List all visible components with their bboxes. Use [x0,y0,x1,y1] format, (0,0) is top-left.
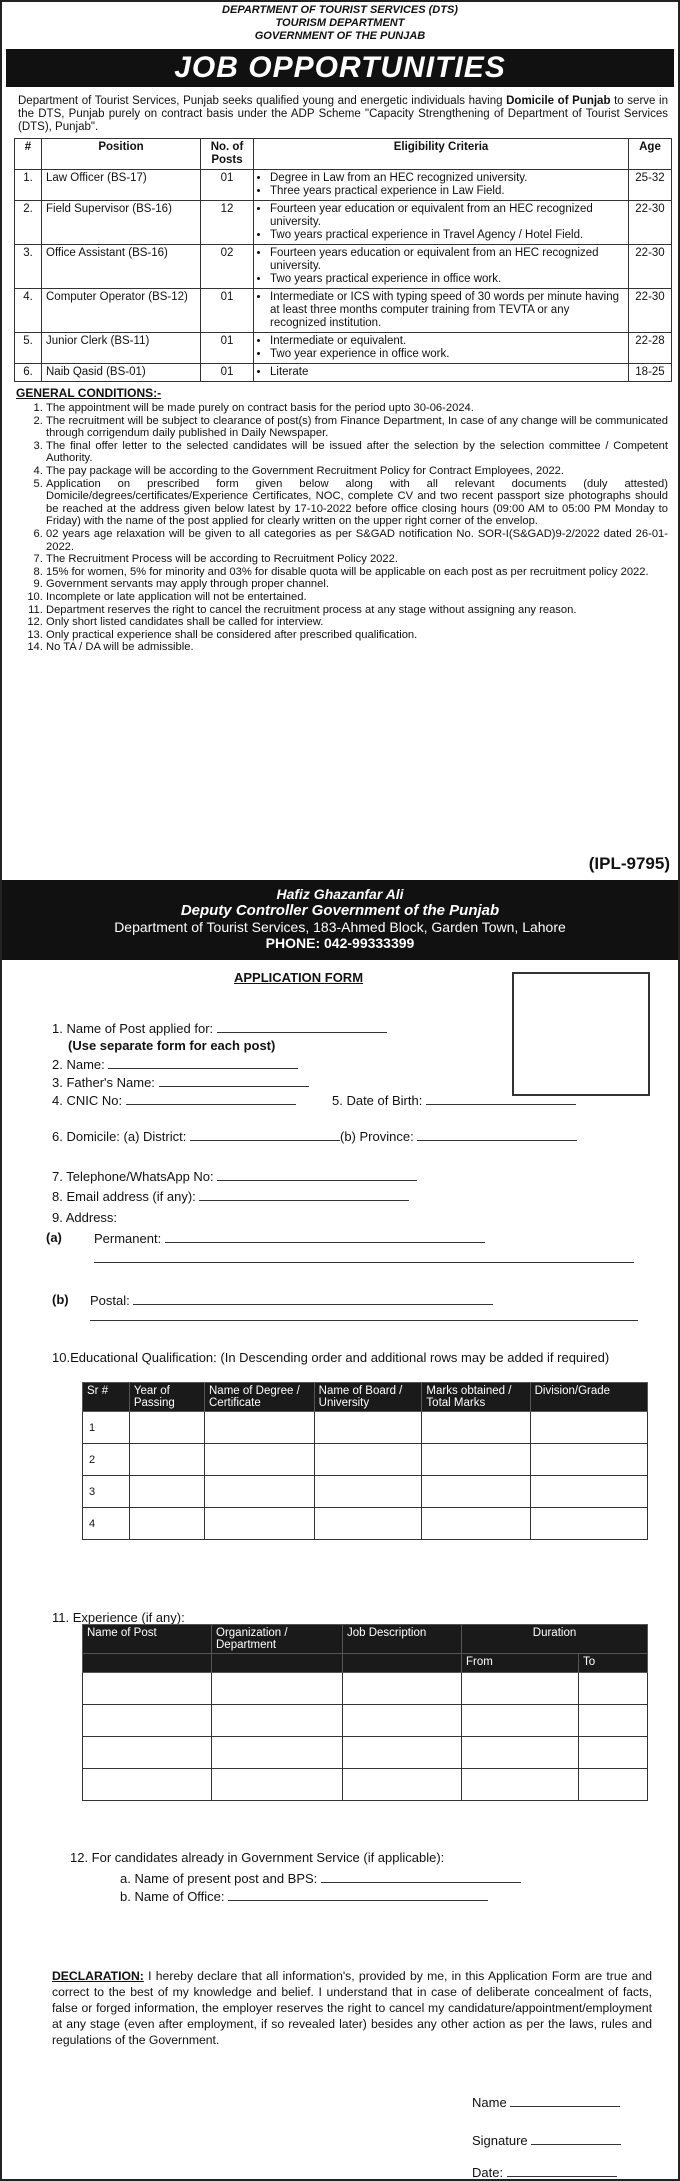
field-email [52,1188,409,1204]
input-name[interactable] [108,1056,298,1069]
exp-row [83,1673,648,1705]
edu-cell[interactable] [314,1508,422,1540]
department-header [2,4,678,43]
photo-box[interactable] [512,972,650,1096]
declaration [52,1968,652,2048]
job-posts: 01 [201,333,254,364]
exp-cell[interactable] [343,1705,462,1737]
job-position: Office Assistant (BS-16) [42,245,201,289]
condition-item: 7. The Recruitment Process will be according to Recruitment Policy 2022. [46,553,668,566]
job-num: 1. [15,170,42,201]
exp-header-post: Name of Post [83,1625,212,1654]
edu-row [83,1476,648,1508]
exp-cell[interactable] [212,1705,343,1737]
general-conditions-title: GENERAL CONDITIONS:- [16,386,162,400]
input-permanent-line-2[interactable] [94,1262,634,1263]
field-office [120,1888,488,1904]
label-postal: Postal: [90,1293,130,1308]
exp-header-duration: Duration [462,1625,648,1654]
job-posts: 01 [201,289,254,333]
job-posts: 12 [201,201,254,245]
edu-cell[interactable] [129,1508,204,1540]
field-telephone [52,1168,417,1184]
job-criteria [254,170,629,201]
job-row [15,245,672,289]
exp-row [83,1737,648,1769]
edu-row-number: 4 [83,1508,130,1540]
edu-cell[interactable] [530,1412,647,1444]
condition-item: 10. Incomplete or late application will not be entertained. [46,591,668,604]
condition-item: 6. 02 years age relaxation will be given to all categories as per S&GAD notification No. SOR-I(S&GAD)9-2/2022 dated 26-01-2022. [46,528,668,553]
exp-cell[interactable] [462,1769,579,1801]
input-present-post[interactable] [321,1870,521,1883]
exp-cell[interactable] [578,1673,647,1705]
job-criteria [254,245,629,289]
input-email[interactable] [199,1188,409,1201]
edu-cell[interactable] [129,1412,204,1444]
condition-item: 5. Application on prescribed form given below along with all relevant documents (duly attested) Domicile/degrees/certificates/Experience Certificates, NOC, complete CV and two recent passport size photographs should be reached at the address given below latest by 17-10-2022 before office closing hours (09:00 AM to 05:00 PM Monday to Friday) with the name of the post applied for clearly written on the upper right corner of the envelop. [46,478,668,528]
job-age: 22-30 [629,201,672,245]
condition-item: 11. Department reserves the right to cancel the recruitment process at any stage without assigning any reason. [46,604,668,617]
exp-cell[interactable] [83,1705,212,1737]
job-row [15,201,672,245]
input-post-applied[interactable] [217,1020,387,1033]
field-dob [332,1092,576,1108]
experience-table [82,1624,648,1801]
field-cnic [52,1092,296,1108]
input-postal-line-2[interactable] [90,1320,638,1321]
edu-header: Name of Degree / Certificate [205,1383,315,1412]
label-telephone: 7. Telephone/WhatsApp No: [52,1169,214,1184]
label-email: 8. Email address (if any): [52,1189,196,1204]
field-post-applied [52,1020,387,1036]
job-position: Junior Clerk (BS-11) [42,333,201,364]
field-permanent [94,1230,485,1246]
edu-cell[interactable] [205,1444,315,1476]
general-conditions-list [30,402,668,654]
signatory-address: Department of Tourist Services, 183-Ahmed Block, Garden Town, Lahore [114,919,566,935]
label-sig-name: Name [472,2095,507,2110]
edu-cell[interactable] [422,1508,530,1540]
field-signature [472,2132,621,2148]
condition-item: 13. Only practical experience shall be considered after prescribed qualification. [46,629,668,642]
job-opportunities-banner: JOB OPPORTUNITIES [6,49,674,87]
job-criteria [254,364,629,382]
input-office[interactable] [228,1888,488,1901]
job-position: Computer Operator (BS-12) [42,289,201,333]
job-age: 18-25 [629,364,672,382]
job-age: 22-28 [629,333,672,364]
job-num: 4. [15,289,42,333]
edu-cell[interactable] [205,1412,315,1444]
criteria-item: • Literate [270,366,624,379]
job-row [15,364,672,382]
job-posts: 01 [201,364,254,382]
label-dob: 5. Date of Birth: [332,1093,423,1108]
col-age: Age [629,139,672,170]
edu-row [83,1444,648,1476]
exp-header-from: From [462,1654,579,1673]
criteria-item: • Two years practical experience in Travel Agency / Hotel Field. [270,229,624,242]
job-num: 2. [15,201,42,245]
label-cnic: 4. CNIC No: [52,1093,123,1108]
condition-item: 9. Government servants may apply through proper channel. [46,578,668,591]
edu-header: Year of Passing [129,1383,204,1412]
field-name [52,1056,298,1072]
edu-cell[interactable] [422,1444,530,1476]
input-date[interactable] [507,2164,617,2177]
condition-item: 4. The pay package will be according to the Government Recruitment Policy for Contract Employees, 2022. [46,465,668,478]
input-sig-name[interactable] [510,2094,620,2107]
col-posts: No. of Posts [201,139,254,170]
label-office: b. Name of Office: [120,1889,225,1904]
exp-cell[interactable] [343,1769,462,1801]
job-criteria [254,333,629,364]
label-signature: Signature [472,2133,528,2148]
signatory-phone: PHONE: 042-99333399 [265,935,415,951]
condition-item: 8. 15% for women, 5% for minority and 03% for disable quota will be applicable on each post as per recruitment policy 2022. [46,566,668,579]
exp-cell[interactable] [83,1769,212,1801]
jobs-table [14,138,672,382]
exp-cell[interactable] [578,1705,647,1737]
job-posts: 01 [201,170,254,201]
edu-row-number: 1 [83,1412,130,1444]
input-cnic[interactable] [126,1092,296,1105]
edu-cell[interactable] [314,1476,422,1508]
jobs-table-header [15,139,672,170]
criteria-item: • Intermediate or equivalent. [270,335,624,348]
condition-item: 1. The appointment will be made purely on contract basis for the period upto 30-06-2024. [46,402,668,415]
declaration-text: I hereby declare that all information's, provided by me, in this Application Form are true and correct to the best of my knowledge and belief. I understand that in case of deliberate concealment of facts, false or forged information, the employer reserves the right to cancel my candidature/appointment/employment at any stage (even after employment, if so revealed later) besides any other action as per the laws, rules and regulations of the Government. [52,1969,652,2047]
criteria-item: • Two years practical experience in office work. [270,273,624,286]
input-province[interactable] [417,1128,577,1141]
label-address-b: (b) [52,1292,69,1307]
label-permanent: Permanent: [94,1231,162,1246]
exp-cell[interactable] [212,1673,343,1705]
exp-cell[interactable] [212,1737,343,1769]
input-domicile-district[interactable] [190,1128,340,1141]
edu-row [83,1508,648,1540]
field-present-post [120,1870,521,1886]
exp-row [83,1769,648,1801]
label-date: Date: [472,2165,504,2180]
job-age: 22-30 [629,289,672,333]
intro-text-2: to serve in the DTS, Punjab purely on contract basis under the ADP Scheme "Capacity Strengthening of Department of Tourist Services (DTS), Punjab". [18,95,668,133]
field-father-name [52,1074,309,1090]
exp-cell[interactable] [462,1673,579,1705]
edu-cell[interactable] [129,1444,204,1476]
exp-cell[interactable] [578,1769,647,1801]
edu-cell[interactable] [530,1444,647,1476]
edu-header: Division/Grade [530,1383,647,1412]
col-criteria: Eligibility Criteria [254,139,629,170]
condition-item: 12. Only short listed candidates shall be called for interview. [46,616,668,629]
edu-cell[interactable] [530,1476,647,1508]
criteria-item: • Three years practical experience in Law Field. [270,185,624,198]
exp-cell[interactable] [343,1737,462,1769]
header-line-3: GOVERNMENT OF THE PUNJAB [254,30,426,42]
label-address-a: (a) [46,1230,62,1245]
job-age: 25-32 [629,170,672,201]
job-position: Law Officer (BS-17) [42,170,201,201]
input-dob[interactable] [426,1092,576,1105]
job-num: 3. [15,245,42,289]
label-address: 9. Address: [52,1210,118,1225]
govt-service-label: 12. For candidates already in Government Service (if applicable): [70,1850,445,1865]
exp-cell[interactable] [212,1769,343,1801]
signatory-name: Hafiz Ghazanfar Ali [276,886,404,902]
edu-cell[interactable] [314,1412,422,1444]
declaration-label: DECLARATION: [52,1969,144,1983]
edu-cell[interactable] [422,1476,530,1508]
signatory-designation: Deputy Controller Government of the Punjab [180,902,500,919]
edu-header: Marks obtained / Total Marks [422,1383,530,1412]
criteria-item: • Degree in Law from an HEC recognized university. [270,172,624,185]
experience-label: 11. Experience (if any): [52,1610,185,1625]
edu-cell[interactable] [205,1476,315,1508]
criteria-item: • Fourteen years education or equivalent from an HEC recognized university. [270,247,624,273]
edu-cell[interactable] [314,1444,422,1476]
field-domicile-district [52,1128,340,1144]
input-father-name[interactable] [159,1074,309,1087]
intro-text-1: Department of Tourist Services, Punjab seeks qualified young and energetic individuals having [18,95,507,107]
label-post-applied: 1. Name of Post applied for: [52,1021,214,1036]
intro-paragraph [2,91,678,138]
job-criteria [254,289,629,333]
input-telephone[interactable] [217,1168,417,1181]
label-father-name: 3. Father's Name: [52,1075,155,1090]
educational-qualification-label: 10.Educational Qualification: (In Descending order and additional rows may be added if required) [52,1350,610,1365]
condition-item: 3. The final offer letter to the selected candidates will be issued after the selection by the selection committee / Competent Authority. [46,440,668,465]
exp-cell[interactable] [578,1737,647,1769]
job-criteria [254,201,629,245]
exp-cell[interactable] [462,1705,579,1737]
job-num: 6. [15,364,42,382]
exp-header-to: To [578,1654,647,1673]
field-postal [90,1292,493,1308]
field-domicile-province [340,1128,577,1144]
exp-cell[interactable] [462,1737,579,1769]
job-row [15,289,672,333]
field-sig-name [472,2094,620,2110]
job-age: 22-30 [629,245,672,289]
header-line-1: DEPARTMENT OF TOURIST SERVICES (DTS) [222,4,458,16]
edu-row [83,1412,648,1444]
job-row [15,333,672,364]
edu-cell[interactable] [422,1412,530,1444]
edu-cell[interactable] [129,1476,204,1508]
job-position: Naib Qasid (BS-01) [42,364,201,382]
input-postal[interactable] [133,1292,493,1305]
ipl-number: (IPL-9795) [588,854,670,873]
exp-header-job-description: Job Description [343,1625,462,1654]
label-province: (b) Province: [340,1129,414,1144]
exp-cell[interactable] [83,1673,212,1705]
col-position: Position [42,139,201,170]
education-table [82,1382,648,1540]
exp-cell[interactable] [83,1737,212,1769]
edu-header: Name of Board / University [314,1383,422,1412]
exp-cell[interactable] [343,1673,462,1705]
criteria-item: • Two year experience in office work. [270,348,624,361]
edu-header: Sr # [83,1383,130,1412]
signatory-block [2,880,678,960]
header-line-2: TOURISM DEPARTMENT [275,17,405,29]
job-num: 5. [15,333,42,364]
job-posts: 02 [201,245,254,289]
condition-item: 14. No TA / DA will be admissible. [46,641,668,654]
field-date [472,2164,617,2180]
separate-form-note: (Use separate form for each post) [68,1038,276,1053]
intro-domicile: Domicile of Punjab [506,95,611,107]
job-row [15,170,672,201]
col-num: # [15,139,42,170]
criteria-item: • Fourteen year education or equivalent from an HEC recognized university. [270,203,624,229]
edu-row-number: 3 [83,1476,130,1508]
edu-row-number: 2 [83,1444,130,1476]
edu-cell[interactable] [205,1508,315,1540]
edu-cell[interactable] [530,1508,647,1540]
criteria-item: • Intermediate or ICS with typing speed of 30 words per minute having at least three months computer training from TEVTA or any recognized institution. [270,291,624,330]
label-present-post: a. Name of present post and BPS: [120,1871,318,1886]
label-domicile-district: 6. Domicile: (a) District: [52,1129,187,1144]
job-position: Field Supervisor (BS-16) [42,201,201,245]
exp-row [83,1705,648,1737]
application-form-title: APPLICATION FORM [234,970,364,985]
exp-header-organization: Organization / Department [212,1625,343,1654]
input-permanent[interactable] [165,1230,485,1243]
label-name: 2. Name: [52,1057,105,1072]
input-signature[interactable] [531,2132,621,2145]
condition-item: 2. The recruitment will be subject to clearance of post(s) from Finance Department, In case of any change will be communicated through corrigendum daily published in Daily Newspaper. [46,415,668,440]
